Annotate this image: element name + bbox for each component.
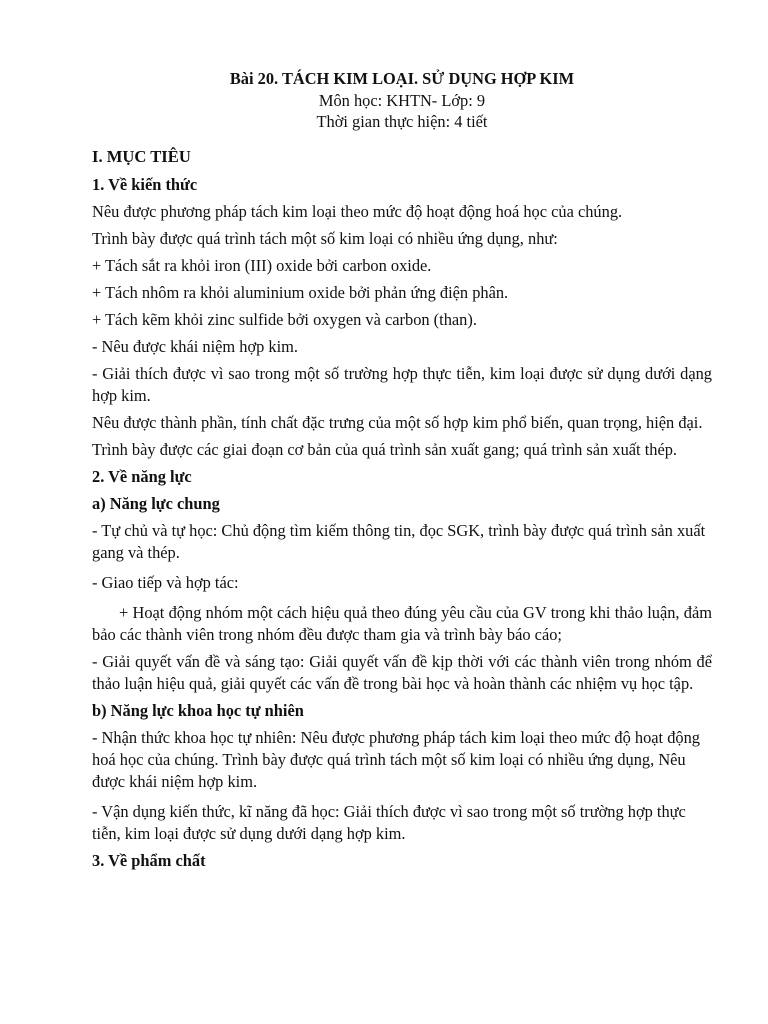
qualities-heading: 3. Về phẩm chất (92, 851, 206, 870)
science-application-paragraph: - Vận dụng kiến thức, kĩ năng đã học: Giải thích được vì sao trong một số trường hợp thực tiễn, kim loại được sử dụng dưới dạng hợp kim. (92, 802, 686, 843)
knowledge-heading: 1. Về kiến thức (92, 175, 198, 194)
knowledge-paragraph: Trình bày được các giai đoạn cơ bản của quá trình sản xuất gang; quá trình sản xuất thép. (92, 440, 678, 459)
document-header (92, 68, 712, 132)
knowledge-paragraph: Trình bày được quá trình tách một số kim loại có nhiều ứng dụng, như: (92, 229, 558, 248)
science-competence-heading: b) Năng lực khoa học tự nhiên (92, 701, 304, 720)
science-cognition-paragraph: - Nhận thức khoa học tự nhiên: Nêu được phương pháp tách kim loại theo mức độ hoạt động hoá học của chúng. Trình bày được quá trình tách một số kim loại có nhiều ứng dụng, Nêu được khái niệm hợp kim. (92, 728, 700, 791)
section-objectives-heading: I. MỤC TIÊU (92, 147, 191, 166)
knowledge-paragraph: + Tách sắt ra khỏi iron (III) oxide bởi carbon oxide. (92, 256, 432, 275)
knowledge-paragraph: Nêu được phương pháp tách kim loại theo mức độ hoạt động hoá học của chúng. (92, 202, 623, 221)
subject-line: Môn học: KHTN- Lớp: 9 (318, 91, 486, 110)
lesson-title: Bài 20. TÁCH KIM LOẠI. SỬ DỤNG HỢP KIM (229, 69, 575, 88)
competence-heading: 2. Về năng lực (92, 467, 192, 486)
group-work-paragraph: + Hoạt động nhóm một cách hiệu quả theo đúng yêu cầu của GV trong khi thảo luận, đảm bảo các thành viên trong nhóm đều được tham gia và trình bày báo cáo; (92, 603, 712, 644)
self-study-paragraph: - Tự chủ và tự học: Chủ động tìm kiếm thông tin, đọc SGK, trình bày được quá trình sản xuất gang và thép. (92, 521, 706, 562)
document-page (92, 68, 712, 877)
problem-solving-paragraph: - Giải quyết vấn đề và sáng tạo: Giải quyết vấn đề kịp thời với các thành viên trong nhóm để thảo luận hiệu quả, giải quyết các vấn đề trong bài học và hoàn thành các nhiệm vụ học tập. (92, 652, 712, 693)
knowledge-paragraph: - Nêu được khái niệm hợp kim. (92, 337, 299, 356)
knowledge-paragraph: Nêu được thành phần, tính chất đặc trưng của một số hợp kim phổ biến, quan trọng, hiện đại. (92, 413, 703, 432)
knowledge-paragraph: + Tách kẽm khỏi zinc sulfide bởi oxygen và carbon (than). (92, 310, 477, 329)
general-competence-heading: a) Năng lực chung (92, 494, 220, 513)
communication-paragraph: - Giao tiếp và hợp tác: (92, 573, 239, 592)
duration-line: Thời gian thực hiện: 4 tiết (316, 112, 488, 131)
knowledge-paragraph: - Giải thích được vì sao trong một số trường hợp thực tiễn, kim loại được sử dụng dưới dạng hợp kim. (92, 364, 712, 405)
knowledge-paragraph: + Tách nhôm ra khỏi aluminium oxide bởi phản ứng điện phân. (92, 283, 509, 302)
